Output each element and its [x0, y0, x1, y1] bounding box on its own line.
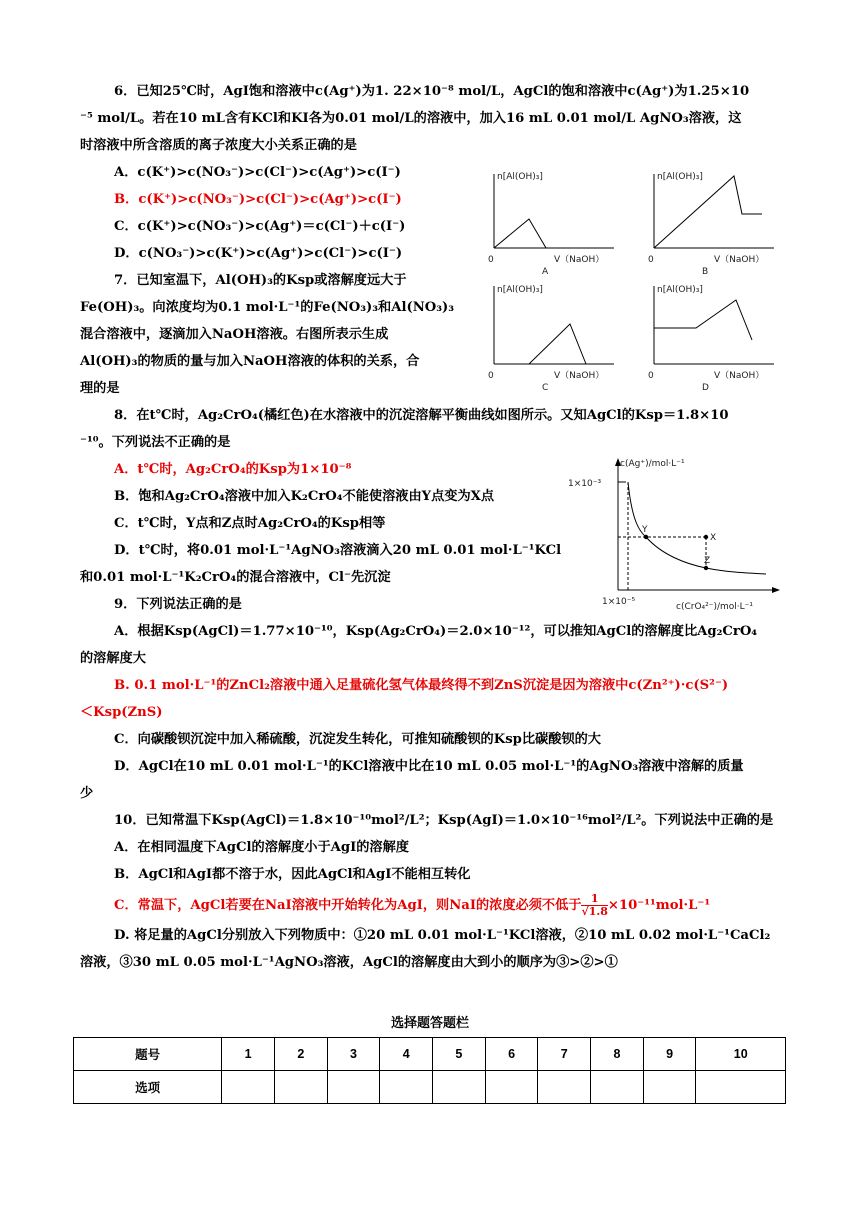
table-cell: 5	[433, 1038, 486, 1071]
q10-option-c-tail: ×10⁻¹¹mol·L⁻¹	[607, 898, 711, 913]
q9-option-b-2: ＜Ksp(ZnS)	[80, 705, 163, 720]
q9-option-d-2: 少	[80, 786, 94, 801]
q10-option-d-1: D. 将足量的AgCl分别放入下列物质中：①20 mL 0.01 mol·L⁻¹KCl溶液，②10 mL 0.02 mol·L⁻¹CaCl₂	[114, 928, 771, 943]
q10-fraction-denominator: √1.8	[581, 905, 608, 918]
table-cell: 7	[538, 1038, 591, 1071]
answer-cell[interactable]	[538, 1071, 591, 1104]
q8-ytick: 1×10⁻³	[568, 479, 602, 489]
q8-option-d-2: 和0.01 mol·L⁻¹K₂CrO₄的混合溶液中，Cl⁻先沉淀	[80, 570, 391, 585]
graph-c-xlabel: V（NaOH）	[554, 371, 605, 381]
q8-point-y	[644, 535, 648, 539]
q10-option-d-2: 溶液，③30 mL 0.05 mol·L⁻¹AgNO₃溶液，AgCl的溶解度由大到小的顺序为③>②>①	[80, 955, 618, 970]
q8-option-c: C．t℃时，Y点和Z点时Ag₂CrO₄的Ksp相等	[114, 516, 386, 531]
q8-label-y: Y	[642, 525, 648, 535]
answer-cell[interactable]	[591, 1071, 644, 1104]
answer-table	[73, 1037, 786, 1104]
answer-cell[interactable]	[433, 1071, 486, 1104]
q10-stem: 10．已知常温下Ksp(AgCl)＝1.8×10⁻¹⁰mol²/L²；Ksp(AgI)＝1.0×10⁻¹⁶mol²/L²。下列说法中正确的是	[114, 813, 774, 828]
graph-b-origin: 0	[648, 255, 654, 265]
q10-fraction	[581, 893, 607, 918]
graph-a-ylabel: n[Al(OH)₃]	[497, 172, 543, 182]
q9-option-a-2: 的溶解度大	[80, 651, 146, 666]
q8-label-x: X	[710, 533, 717, 543]
q9-option-c: C．向碳酸钡沉淀中加入稀硫酸，沉淀发生转化，可推知硫酸钡的Ksp比碳酸钡的大	[114, 732, 601, 747]
graph-c	[488, 285, 614, 392]
q10-option-b: B．AgCl和AgI都不溶于水，因此AgCl和AgI不能相互转化	[114, 867, 471, 882]
graph-d-label: D	[702, 383, 709, 392]
q8-option-d-1: D．t℃时，将0.01 mol·L⁻¹AgNO₃溶液滴入20 mL 0.01 mol·L⁻¹KCl	[114, 543, 562, 558]
q9-option-b-1: B. 0.1 mol·L⁻¹的ZnCl₂溶液中通入足量硫化氢气体最终得不到ZnS沉淀是因为溶液中c(Zn²⁺)·c(S²⁻)	[114, 678, 729, 693]
q8-curve-graph	[566, 452, 786, 618]
q6-option-d: D．c(NO₃⁻)>c(K⁺)>c(Ag⁺)>c(Cl⁻)>c(I⁻)	[114, 246, 403, 261]
answer-cell[interactable]	[327, 1071, 380, 1104]
q7-line-3: 混合溶液中，逐滴加入NaOH溶液。右图所表示生成	[80, 327, 389, 342]
table-cell: 3	[327, 1038, 380, 1071]
answer-table-row-numbers	[74, 1038, 786, 1071]
q8-option-b: B．饱和Ag₂CrO₄溶液中加入K₂CrO₄不能使溶液由Y点变为X点	[114, 489, 495, 504]
q7-line-4: Al(OH)₃的物质的量与加入NaOH溶液的体积的关系，合	[80, 354, 420, 369]
q8-stem-1: 8．在t℃时，Ag₂CrO₄(橘红色)在水溶液中的沉淀溶解平衡曲线如图所示。又知AgCl的Ksp＝1.8×10	[114, 408, 729, 423]
q7-line-1: 7．已知室温下，Al(OH)₃的Ksp或溶解度远大于	[114, 273, 407, 288]
q7-line-5: 理的是	[80, 381, 120, 396]
q6-stem-3: 时溶液中所含溶质的离子浓度大小关系正确的是	[80, 138, 357, 153]
q10-fraction-numerator: 1	[581, 893, 607, 906]
graph-a-xlabel: V（NaOH）	[554, 255, 605, 265]
graph-d-xlabel: V（NaOH）	[714, 371, 765, 381]
answer-table-title: 选择题答题栏	[390, 1016, 469, 1031]
q8-point-x	[704, 535, 708, 539]
q9-stem: 9．下列说法正确的是	[114, 597, 242, 612]
table-cell: 2	[274, 1038, 327, 1071]
answer-cell[interactable]	[485, 1071, 538, 1104]
q6-stem-2: ⁻⁵ mol/L。若在10 mL含有KCl和KI各为0.01 mol/L的溶液中，加入16 mL 0.01 mol/L AgNO₃溶液，这	[80, 111, 742, 126]
graph-b	[648, 172, 774, 277]
q8-xtick: 1×10⁻⁵	[602, 597, 636, 607]
q8-ylabel: c(Ag⁺)/mol·L⁻¹	[620, 459, 685, 469]
q6-option-a: A．c(K⁺)>c(NO₃⁻)>c(Cl⁻)>c(Ag⁺)>c(I⁻)	[114, 165, 401, 180]
q8-stem-2: ⁻¹⁰。下列说法不正确的是	[80, 435, 231, 450]
answer-cell[interactable]	[380, 1071, 433, 1104]
graph-d-origin: 0	[648, 371, 654, 381]
graph-c-origin: 0	[488, 371, 494, 381]
q8-point-z	[704, 566, 708, 570]
table-cell: 1	[222, 1038, 275, 1071]
table-cell: 6	[485, 1038, 538, 1071]
q10-option-a: A．在相同温度下AgCl的溶解度小于AgI的溶解度	[114, 840, 409, 855]
q10-option-c	[80, 892, 780, 919]
answer-cell[interactable]	[274, 1071, 327, 1104]
row-head-number: 题号	[74, 1038, 222, 1071]
answer-cell[interactable]	[643, 1071, 696, 1104]
table-cell: 4	[380, 1038, 433, 1071]
graph-d-ylabel: n[Al(OH)₃]	[657, 285, 703, 295]
answer-cell[interactable]	[696, 1071, 786, 1104]
q7-line-2: Fe(OH)₃。向浓度均为0.1 mol·L⁻¹的Fe(NO₃)₃和Al(NO₃)₃	[80, 300, 455, 315]
graph-c-ylabel: n[Al(OH)₃]	[497, 285, 543, 295]
graph-c-label: C	[542, 383, 549, 392]
graph-b-ylabel: n[Al(OH)₃]	[657, 172, 703, 182]
q10-option-c-text: C．常温下，AgCl若要在NaI溶液中开始转化为AgI，则NaI的浓度必须不低于	[114, 898, 582, 913]
answer-table-row-options	[74, 1071, 786, 1104]
q8-option-a: A．t℃时，Ag₂CrO₄的Ksp为1×10⁻⁸	[114, 462, 352, 477]
q7-graphs	[484, 162, 784, 392]
q9-option-a-1: A．根据Ksp(AgCl)＝1.77×10⁻¹⁰，Ksp(Ag₂CrO₄)＝2.0×10⁻¹²，可以推知AgCl的溶解度比Ag₂CrO₄	[114, 624, 758, 639]
row-head-option: 选项	[74, 1071, 222, 1104]
graph-b-xlabel: V（NaOH）	[714, 255, 765, 265]
q6-option-b: B．c(K⁺)>c(NO₃⁻)>c(Cl⁻)>c(Ag⁺)>c(I⁻)	[114, 192, 402, 207]
answer-cell[interactable]	[222, 1071, 275, 1104]
table-cell: 9	[643, 1038, 696, 1071]
graph-a-origin: 0	[488, 255, 494, 265]
table-cell: 10	[696, 1038, 786, 1071]
q9-option-d-1: D．AgCl在10 mL 0.01 mol·L⁻¹的KCl溶液中比在10 mL 0.05 mol·L⁻¹的AgNO₃溶液中溶解的质量	[114, 759, 744, 774]
q6-option-c: C．c(K⁺)>c(NO₃⁻)>c(Ag⁺)＝c(Cl⁻)＋c(I⁻)	[114, 219, 406, 234]
q8-label-z: Z	[704, 556, 711, 566]
graph-b-label: B	[702, 267, 709, 277]
graph-a	[488, 172, 614, 277]
q6-stem-1: 6．已知25℃时，AgI饱和溶液中c(Ag⁺)为1. 22×10⁻⁸ mol/L，AgCl的饱和溶液中c(Ag⁺)为1.25×10	[114, 84, 750, 99]
q8-xlabel: c(CrO₄²⁻)/mol·L⁻¹	[676, 602, 754, 612]
graph-d	[648, 285, 774, 392]
graph-a-label: A	[542, 267, 549, 277]
table-cell: 8	[591, 1038, 644, 1071]
